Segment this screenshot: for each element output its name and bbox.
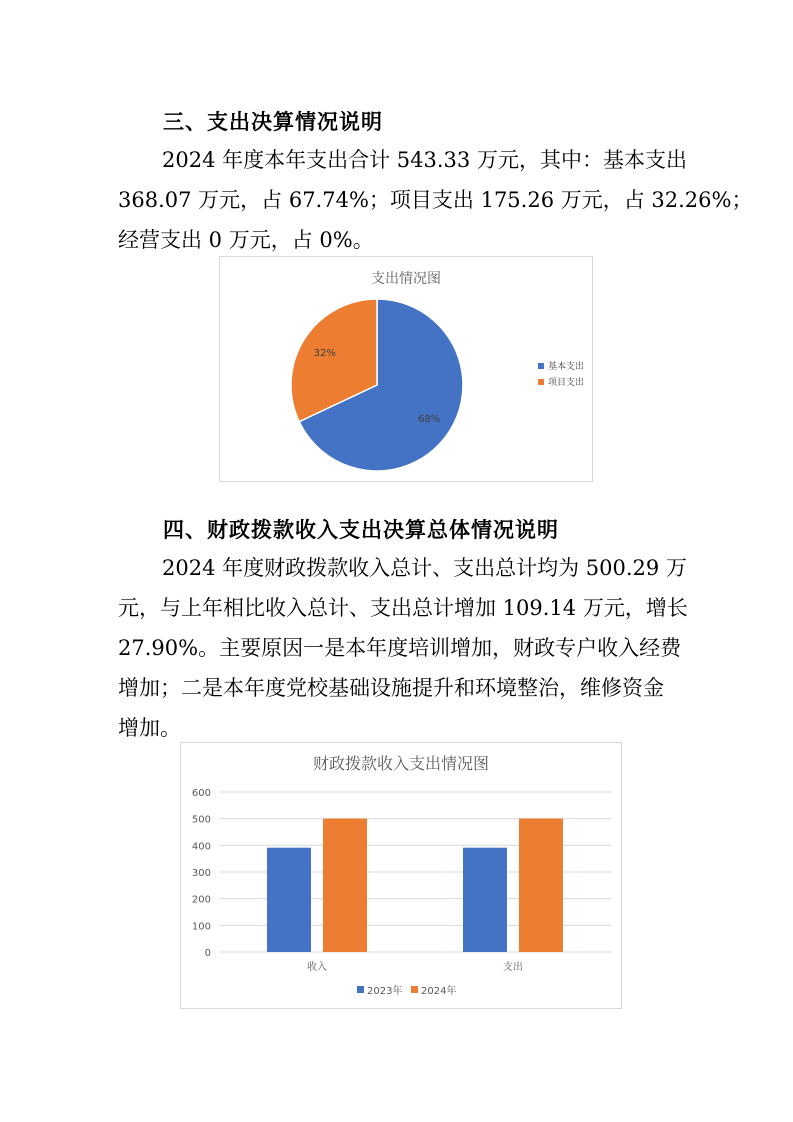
bar-y-tick-2: 200 <box>191 894 211 906</box>
pie-legend-swatch-1 <box>538 363 544 369</box>
section3-line-2: 368.07 万元，占 67.74%；项目支出 175.26 万元，占 32.26%； <box>118 188 753 212</box>
bar-legend-label-1: 2023年 <box>367 986 403 997</box>
bar-chart-title: 财政拨款收入支出情况图 <box>312 754 490 773</box>
section3-heading: 三、支出决算情况说明 <box>163 110 383 134</box>
pie-chart-title: 支出情况图 <box>371 271 441 287</box>
bar-x-tick-2: 支出 <box>503 962 523 973</box>
pie-data-label-1: 68% <box>418 414 441 426</box>
bar-2-2 <box>519 819 563 952</box>
section3-paragraph <box>118 140 753 260</box>
section3-line-3: 经营支出 0 万元，占 0%。 <box>118 228 374 252</box>
bar-chart-canvas <box>181 743 621 1008</box>
pie-legend-label-2: 项目支出 <box>548 378 585 388</box>
section4-line-3: 27.90%。主要原因一是本年度培训增加，财政专户收入经费 <box>118 636 682 660</box>
bar-2-1 <box>463 848 507 952</box>
pie-chart-canvas <box>220 257 592 481</box>
section4-line-2: 元，与上年相比收入总计、支出总计增加 109.14 万元，增长 <box>118 596 688 620</box>
bar-legend-label-2: 2024年 <box>421 986 457 997</box>
pie-legend-label-1: 基本支出 <box>548 362 585 372</box>
bar-y-tick-6: 600 <box>191 788 211 799</box>
bar-chart <box>180 742 622 1009</box>
section4-line-4: 增加；二是本年度党校基础设施提升和环境整治，维修资金 <box>118 676 664 700</box>
section4-line-5: 增加。 <box>118 716 181 740</box>
bar-y-tick-1: 100 <box>191 921 211 933</box>
pie-legend-swatch-2 <box>538 379 544 385</box>
bar-y-tick-3: 300 <box>191 868 211 879</box>
bar-x-tick-1: 收入 <box>307 962 327 973</box>
pie-chart <box>219 256 593 482</box>
section4-paragraph <box>118 548 688 748</box>
pie-data-label-2: 32% <box>313 347 336 359</box>
section4-line-1: 2024 年度财政拨款收入总计、支出总计均为 500.29 万 <box>162 556 687 580</box>
bar-1-1 <box>267 848 311 952</box>
bar-y-tick-4: 400 <box>191 841 211 853</box>
section4-heading: 四、财政拨款收入支出决算总体情况说明 <box>163 518 559 542</box>
section3-line-1: 2024 年度本年支出合计 543.33 万元，其中：基本支出 <box>162 148 687 172</box>
bar-legend-swatch-2 <box>411 986 418 993</box>
bar-y-tick-5: 500 <box>191 814 211 826</box>
bar-1-2 <box>323 819 367 952</box>
bar-y-tick-0: 0 <box>204 948 211 959</box>
bar-legend-swatch-1 <box>357 986 364 993</box>
